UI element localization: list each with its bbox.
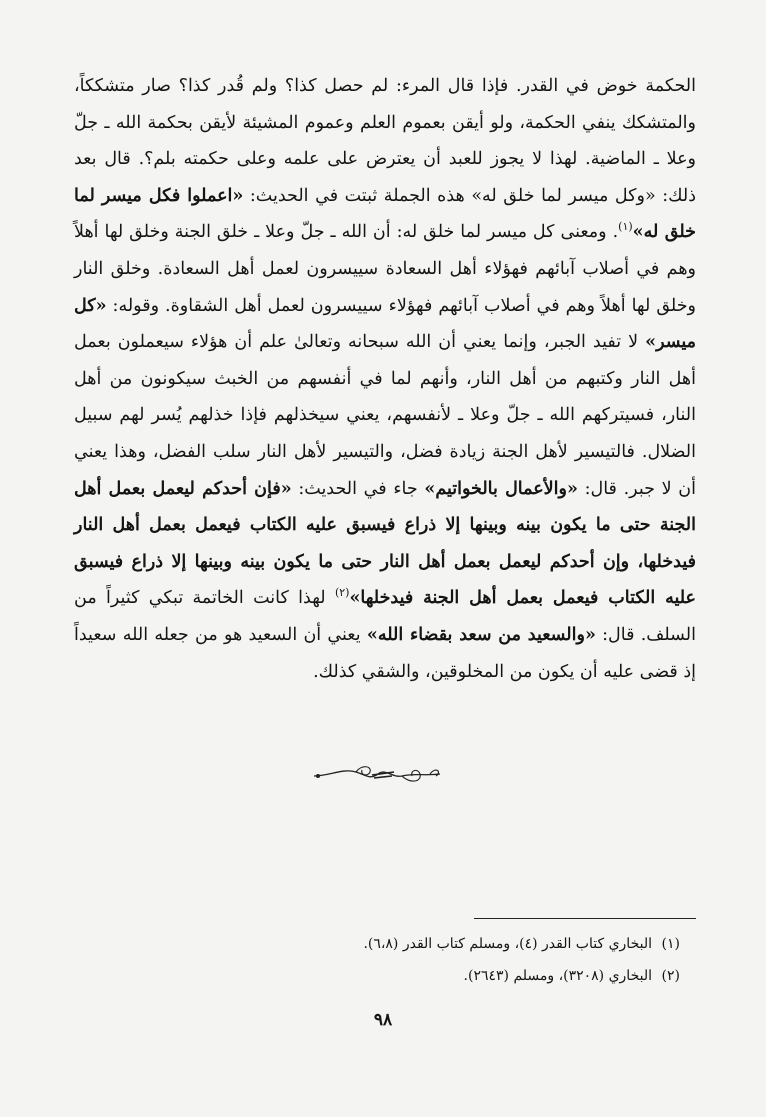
quote-text: «والسعيد من سعد بقضاء الله» — [366, 624, 596, 645]
footnote-number: (١) — [661, 936, 680, 952]
footnote-text: البخاري كتاب القدر (٤)، ومسلم كتاب القدر (٦،٨). — [363, 936, 652, 952]
footnote-2 — [74, 960, 680, 992]
page-number: ٩٨ — [373, 1010, 393, 1030]
text-segment: يعني أن السعيد هو من جعله الله سعيداً إذ قضى عليه أن يكون من المخلوقين، والشقي كذلك. — [74, 624, 696, 682]
footnote-1 — [74, 928, 680, 960]
text-segment: . ومعنى كل ميسر لما خلق له: أن الله ـ جلّ وعلا ـ خلق الجنة وخلق لها أهلاً وهم في أصلاب آبائهم فهؤلاء أهل السعادة سييسرون لعمل أهل السعادة. وخلق النار وخلق لها أهلاً وهم في أصلاب آبائهم فهؤلاء سييسرون لعمل أهل الشقاوة. وقوله: — [74, 222, 696, 316]
footnote-number: (٢) — [661, 968, 680, 984]
text-segment: جاء في الحديث: — [291, 478, 425, 499]
text-segment: الحكمة خوض في القدر. فإذا قال المرء: لم حصل كذا؟ ولم قُدر كذا؟ صار متشككاً، والمتشكك ينفي الحكمة، ولو أيقن بعموم العلم وعموم المشيئة لأيقن بحكمة الله ـ جلّ وعلا ـ الماضية. لهذا لا يجوز للعبد أن يعترض على علمه وعلى حكمته بلم؟. قال بعد ذلك: «وكل ميسر لما خلق له» هذه الجملة ثبتت في الحديث: — [74, 76, 696, 206]
hadith-quote: «فإن أحدكم ليعمل بعمل أهل الجنة حتى ما يكون بينه وبينها إلا ذراع فيسبق عليه الكتاب فيعمل بعمل أهل النار فيدخلها، وإن أحدكم ليعمل بعمل أهل النار حتى ما يكون بينه وبينها إلا ذراع فيسبق عليه الكتاب فيعمل بعمل أهل الجنة فيدخلها» — [74, 478, 696, 609]
footnote-separator — [474, 918, 696, 919]
footnote-text: البخاري (٣٢٠٨)، ومسلم (٢٦٤٣). — [463, 968, 652, 984]
text-segment: لا تفيد الجبر، وإنما يعني أن الله سبحانه وتعالىٰ علم أن هؤلاء سيعملون بعمل أهل النار وكتبهم من أهل النار، وأنهم لما في أنفسهم من الخبث سيكونون من أهل النار، فسيتركهم الله ـ جلّ وعلا ـ لأنفسهم، يعني سيخذلهم فإذا خذلهم يُسر لهم سبيل الضلال. فالتيسير لأهل الجنة زيادة فضل، والتيسير لأهل النار سلب الفضل، وهذا يعني أن لا جبر. قال: — [74, 332, 696, 499]
quote-text: «والأعمال بالخواتيم» — [424, 478, 578, 499]
hadith-quote: «اعملوا فكل ميسر لما خلق له» — [74, 185, 697, 243]
footnote-ref[interactable]: (١) — [618, 220, 633, 234]
text-segment: لهذا كانت الخاتمة تبكي كثيراً من السلف. قال: — [74, 588, 696, 645]
quote-text: «كل ميسر» — [74, 295, 696, 353]
body-paragraph — [74, 68, 696, 690]
footnote-ref[interactable]: (٢) — [334, 586, 350, 600]
ornament-divider-icon — [312, 760, 444, 788]
footnotes — [74, 928, 680, 992]
